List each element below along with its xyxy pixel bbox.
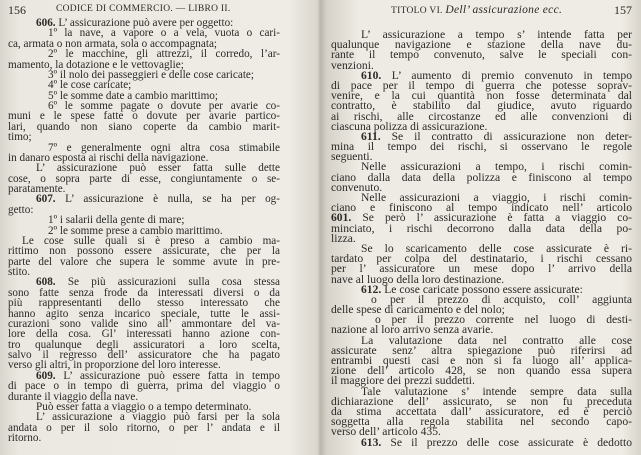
text-line: qualunque navigazione e stazione della nave du-: [331, 38, 632, 52]
article-number: 601.: [331, 211, 352, 225]
text-line: rante il tempo convenuto, salve le speciali con-: [331, 48, 632, 62]
title-prefix: TITOLO VI.: [391, 6, 443, 16]
text-line: da stima accettata dall’ assicuratore, ed è perciò: [331, 404, 632, 418]
text-line: 7º e generalmente ogni altra cosa stimabile: [48, 141, 280, 154]
text-line: ciano dalla data della polizza e finiscono al tempo: [331, 170, 632, 184]
text-line: Può esser fatta a viaggio o a tempo determinato.: [36, 400, 252, 413]
text-line: tardato per colpa del destinatario, i rischi cessano: [331, 252, 632, 266]
text-line: 6º le somme pagate o dovute per avarie co-: [48, 100, 280, 112]
title-text: Dell’ assicurazione ecc.: [445, 4, 563, 16]
text-line: lizza.: [331, 231, 356, 245]
text-line: di pace o in tempo di guerra, prima del viaggio o: [8, 380, 280, 393]
text-line: assicurate senz’ altra spiegazione può riferirsi ad: [331, 343, 632, 357]
text-line: verso dell’ articolo 435.: [331, 425, 441, 439]
article-number: 607.: [36, 193, 56, 206]
text-line: per l’ assicuratore un mese dopo l’ arrivo della: [331, 262, 632, 276]
text-line: o per il prezzo di acquisto, coll’ aggiunta: [371, 292, 632, 306]
article-number: 612.: [361, 282, 382, 296]
article-start-line: 601. Se però l’ assicurazione è fatta a viaggio co-: [331, 211, 632, 225]
page-text: [8, 18, 280, 443]
text-line: L’ assicurazione a tempo s’ intende fatta per: [361, 28, 632, 41]
text-line: entrambi questi casi e non si fa luogo all’ applica-: [331, 354, 632, 367]
text-line: rittimo non possono essere assicurate, che per la: [8, 245, 280, 258]
text-line: ciascuna polizza di assicurazione.: [331, 119, 488, 133]
text-line: curazioni sono valide sino all’ ammontare del va-: [8, 317, 280, 330]
article-start-line: 607. L’ assicurazione è nulla, se ha per og-: [36, 193, 280, 206]
right-page: [331, 0, 632, 455]
text-line: ai rischi, alle circostanze ed alle convenzioni di: [331, 109, 632, 123]
text-line: 1º la nave, a vapore o a vela, vuota o cari-: [48, 27, 280, 40]
text-line: Le cose sulle quali si è preso a cambio ma-: [22, 234, 280, 247]
text-line: 2º le somme prese a cambio marittimo.: [48, 224, 223, 237]
text-line: parte del valore che supera le somme avute in pre-: [8, 255, 280, 268]
running-head: [8, 3, 280, 17]
text-line: Tale valutazione s’ intende sempre data sulla: [361, 384, 632, 398]
article-start-line: 608. Se più assicurazioni sulla cosa stessa: [36, 276, 280, 289]
article-start-line: 612. Le cose caricate possono essere assicurate:: [361, 282, 583, 296]
article-start-line: 613. Se il prezzo delle cose assicurate è dedotto: [361, 435, 632, 449]
text-line: 3º il nolo dei passeggieri e delle cose caricate;: [48, 68, 255, 81]
article-start-line: 609. L’ assicurazione può essere fatta in tempo: [36, 369, 280, 382]
text-line: verso gli altri, in proporzione del loro interesse.: [8, 359, 221, 372]
text-line: ca, armata o non armata, sola o accompagnata;: [8, 37, 218, 50]
text-line: ciano e finiscono al tempo indicato nell’ articolo: [331, 201, 632, 215]
text-line: hanno agito senza incarico speciale, tutte le assi-: [8, 307, 280, 320]
text-line: getto:: [8, 203, 34, 216]
text-line: Nelle assicurazioni a viaggio, i rischi comin-: [361, 191, 632, 204]
page-number: 157: [614, 3, 632, 17]
article-start-line: 610. L’ aumento di premio convenuto in tempo: [361, 68, 632, 82]
text-line: lari, quando non siano coperte da cambio marit-: [8, 120, 280, 133]
text-line: L’ assicurazione a viaggio può farsi per la sola: [36, 411, 280, 424]
running-head-title: CODICE DI COMMERCIO. — LIBRO II.: [56, 4, 231, 14]
article-start-line: 606. L’ assicurazione può avere per oggetto:: [36, 17, 234, 29]
text-line: soggetta alla regola stabilita nel secondo capo-: [331, 415, 632, 429]
text-line: 4º le cose caricate;: [48, 79, 132, 92]
text-line: zione dell’ articolo 428, se non quando essa supera: [331, 364, 632, 378]
text-line: muni e le spese fatte o dovute per avarie partico-: [8, 110, 280, 123]
text-line: convenuto.: [331, 180, 383, 194]
article-number: 613.: [361, 435, 382, 449]
text-line: contratto, è stabilito dal giudice, avuto riguardo: [331, 99, 632, 113]
text-line: salvo il regresso dell’ assicuratore che ha pagato: [8, 349, 280, 361]
article-number: 606.: [36, 17, 56, 29]
text-line: il maggiore dei prezzi suddetti.: [331, 374, 475, 388]
article-number: 611.: [361, 129, 381, 143]
article-start-line: 611. Se il contratto di assicurazione non deter-: [361, 129, 632, 143]
text-line: stito.: [8, 266, 31, 278]
running-head: [331, 3, 632, 17]
left-page: [8, 0, 280, 455]
text-line: ritorno.: [8, 432, 42, 444]
text-line: Se lo scaricamento delle cose assicurate è ri-: [361, 241, 632, 255]
text-line: cose, o sopra parte di esse, congiuntamente o se-: [8, 172, 280, 185]
article-number: 610.: [361, 68, 382, 82]
text-line: lore della cosa. Gl’ interessati hanno azione con-: [8, 328, 280, 341]
running-head-title: [391, 4, 562, 16]
text-line: La valutazione data nel contratto alle cose: [361, 333, 632, 347]
article-number: 608.: [36, 276, 56, 289]
text-line: nazione al loro arrivo senza avarie.: [331, 323, 494, 337]
text-line: mina il tempo dei rischi, si osservano le regole: [331, 140, 632, 154]
page-text: [331, 30, 632, 448]
text-line: Nelle assicurazioni a tempo, i rischi comin-: [361, 160, 632, 174]
text-line: durante il viaggio della nave.: [8, 390, 139, 403]
page-number: 156: [8, 3, 26, 17]
text-line: 5º le somme date a cambio marittimo;: [48, 89, 218, 102]
text-line: di pace per il tempo di guerra che potesse soprav-: [331, 78, 632, 92]
article-number: 609.: [36, 369, 56, 382]
text-line: timo;: [8, 131, 32, 144]
text-line: dichiarazione dell’ assicurato, se non fu preceduta: [331, 394, 632, 408]
text-line: seguenti.: [331, 150, 373, 164]
text-line: 2º le macchine, gli attrezzi, il corredo, l’ar-: [48, 48, 280, 61]
text-line: minciato, i rischi decorrono dalla data della po-: [331, 221, 632, 235]
text-line: andata o per il solo ritorno, o per l’ andata e il: [8, 421, 280, 434]
text-line: sono fatte senza frode da interessati diversi o da: [8, 286, 280, 299]
text-line: tro qualunque degli assicuratori a loro scelta,: [8, 338, 280, 351]
text-line: venire, e la cui quantità non fosse determinata dal: [331, 89, 632, 103]
text-line: più rappresentanti dello stesso interessato che: [8, 297, 280, 310]
text-line: delle spese di caricamento e del nolo;: [331, 303, 505, 317]
text-line: mamento, la dotazione e le vettovaglie;: [8, 58, 184, 71]
text-line: paratamente.: [8, 183, 66, 195]
text-line: o per il prezzo corrente nel luogo di desti-: [375, 313, 632, 327]
text-line: 1º i salarii della gente di mare;: [48, 214, 185, 227]
text-line: in danaro esposta ai rischi della navigazione.: [8, 151, 209, 164]
text-line: nave al luogo della loro destinazione.: [331, 272, 505, 286]
text-line: L’ assicurazione può esser fatta sulle dette: [36, 162, 280, 175]
text-line: venzioni.: [331, 58, 374, 72]
